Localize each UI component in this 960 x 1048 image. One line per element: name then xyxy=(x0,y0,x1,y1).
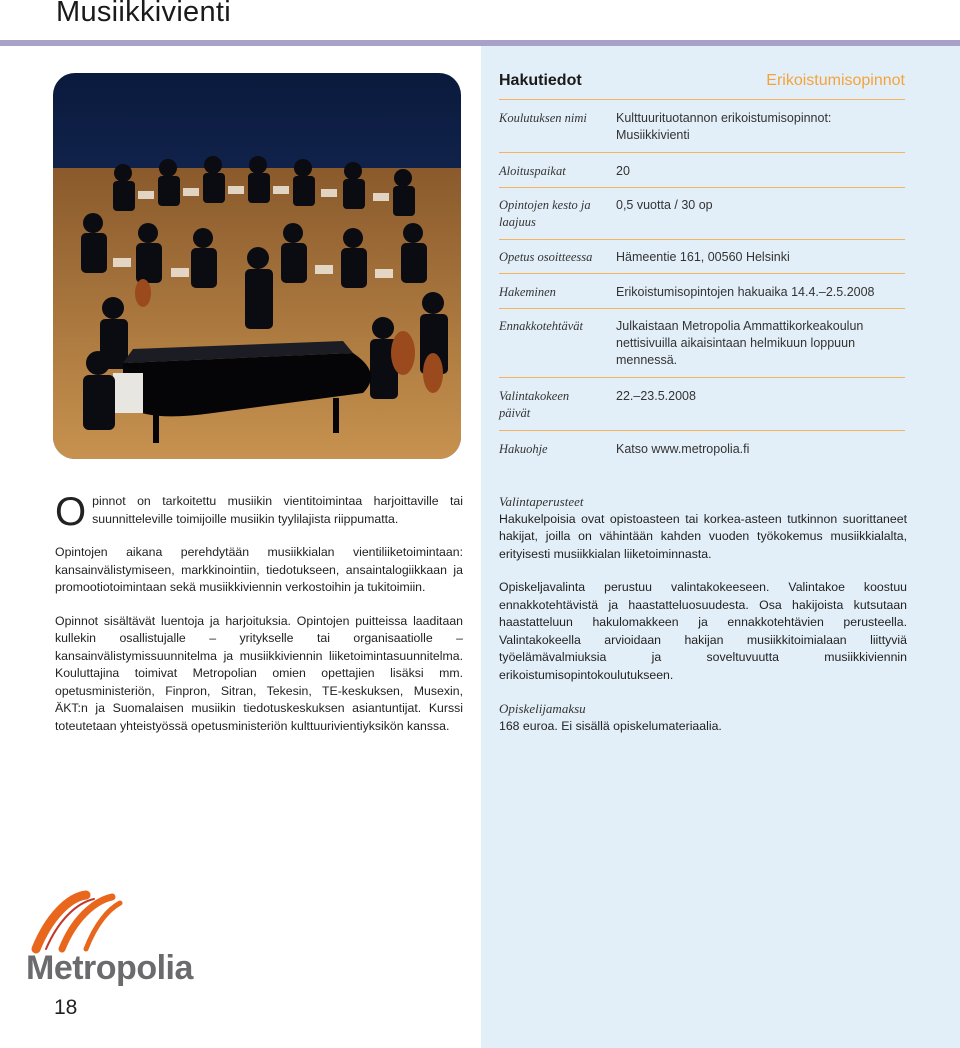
info-value: Katso www.metropolia.fi xyxy=(616,442,750,456)
row-divider xyxy=(499,239,905,240)
info-value: 20 xyxy=(616,164,630,178)
info-label: Aloituspaikat xyxy=(499,164,566,178)
info-label: Hakuohje xyxy=(499,442,548,456)
row-divider xyxy=(499,187,905,188)
drop-cap: O xyxy=(55,490,87,534)
metropolia-logo xyxy=(24,887,224,987)
body-paragraph-3: Opinnot sisältävät luentoja ja harjoituksia. Opintojen puitteissa laaditaan kullekin osallistujalle – yritykselle tai organisaatiolle – kansainvälistymissuunnitelma ja musiikkiviennin liiketoimintasuunnitelma. Kouluttajina toimivat Metropolian omien opettajien lisäksi mm. opetusministeriön, Finpron, Sitran, Tekesin, TE-keskuksen, Musexin, ÄKT:n ja Suomalaisen musiikin tiedotuskeskuksen asiantuntijat. Kurssi toteutetaan yhteistyössä opetusministeriön kulttuurivientiyksikön kanssa. xyxy=(55,613,463,733)
right-column-text xyxy=(499,493,907,751)
info-label: Opetus osoitteessa xyxy=(499,250,593,264)
intro-text: pinnot on tarkoitettu musiikin vientitoimintaa harjoittaville tai suunnitteleville toimijoille musiikin tyylilajista riippumatta. xyxy=(92,494,463,526)
page-number: 18 xyxy=(54,996,78,1019)
info-label: Ennakkotehtävät xyxy=(499,319,583,333)
logo-wordmark: Metropolia xyxy=(26,949,193,987)
page-title: Musiikkivienti xyxy=(56,0,232,28)
info-header xyxy=(499,72,905,94)
info-value: 22.–23.5.2008 xyxy=(616,389,696,403)
right-paragraph-3: 168 euroa. Ei sisällä opiskelumateriaalia. xyxy=(499,718,722,733)
info-heading-left: Hakutiedot xyxy=(499,72,582,89)
info-heading-right: Erikoistumisopinnot xyxy=(766,72,905,89)
info-value: Hämeentie 161, 00560 Helsinki xyxy=(616,250,790,264)
row-divider xyxy=(499,430,905,431)
row-divider xyxy=(499,377,905,378)
row-divider xyxy=(499,273,905,274)
info-value: Erikoistumisopintojen hakuaika 14.4.–2.5.2008 xyxy=(616,285,875,299)
left-column-text xyxy=(55,490,463,751)
info-value: 0,5 vuotta / 30 op xyxy=(616,198,713,212)
info-label: Koulutuksen nimi xyxy=(499,111,587,125)
orchestra-photo-graphic xyxy=(53,73,461,459)
info-value: Julkaistaan Metropolia Ammattikorkeakoulun nettisivuilla aikaisintaan helmikuun loppuun mennessä. xyxy=(616,319,864,367)
right-paragraph-1: Hakukelpoisia ovat opistoasteen tai korkea-asteen tutkinnon suorittaneet hakijat, joilla on vähintään kahden vuoden työkokemus musiikkialalta, erityisesti musiikkialan liiketoiminnasta. xyxy=(499,511,907,561)
info-label: Opintojen kesto ja laajuus xyxy=(499,198,591,229)
right-paragraph-2: Opiskeljavalinta perustuu valintakokeeseen. Valintakoe koostuu ennakkotehtävistä ja haastatteluosuudesta. Osa hakijoista kutsutaan haastatteluun hakulomakkeen ja ennakkotehtävien perusteella. Valintakokeella arvioidaan hakijan musiikkitoimialaan liittyviä työelämävalmiuksia ja soveltuvuutta musiikkiviennin erikoistumisopintokoulutukseen. xyxy=(499,580,907,682)
orchestra-photo xyxy=(53,73,461,459)
body-paragraph-2: Opintojen aikana perehdytään musiikkialan vientiliiketoimintaan: kansainvälistymiseen, markkinointiin, tiedotukseen, ansaintalogiikkaan ja promootiotoimintaan sekä musiikkiviennin verkostoihin ja tukitoimiin. xyxy=(55,545,463,594)
info-label: Hakeminen xyxy=(499,285,556,299)
info-header-divider xyxy=(499,99,905,100)
intro-paragraph xyxy=(55,490,463,534)
row-divider xyxy=(499,152,905,153)
subheading-valintaperusteet: Valintaperusteet xyxy=(499,494,584,509)
logo-swoosh-icon xyxy=(24,887,224,957)
subheading-opiskelijamaksu: Opiskelijamaksu xyxy=(499,701,586,716)
row-divider xyxy=(499,308,905,309)
info-label: Valintakokeen päivät xyxy=(499,389,570,420)
info-value: Kulttuurituotannon erikoistumisopinnot: Musiikkivienti xyxy=(616,111,832,142)
